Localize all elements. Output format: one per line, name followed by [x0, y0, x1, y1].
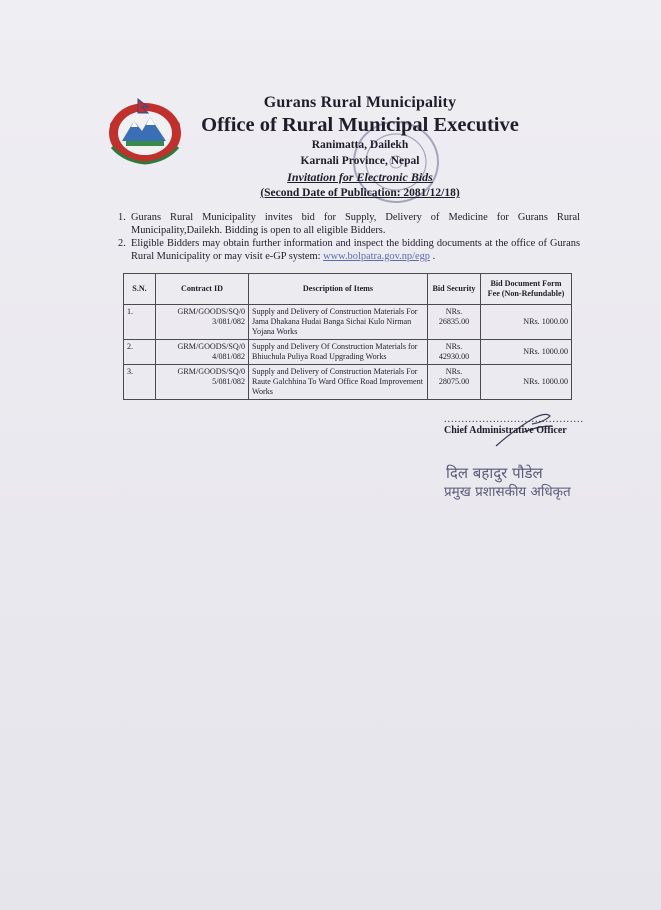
col-description-header: Description of Items [249, 274, 428, 305]
contract-id-part-1: GRM/GOODS/SQ/0 [177, 367, 245, 376]
table-header-row [124, 274, 572, 305]
cell-contract-id [156, 305, 249, 340]
col-fee-header: Bid Document Form Fee (Non-Refundable) [481, 274, 572, 305]
security-amount: 26835.00 [438, 317, 470, 326]
table-row [124, 340, 572, 365]
table-row [124, 305, 572, 340]
paragraph-number: 2. [118, 238, 126, 250]
office-name: Office of Rural Municipal Executive [201, 114, 519, 136]
paragraph-2 [118, 238, 580, 263]
cell-description: Supply and Delivery of Construction Materials For Jama Dhakana Hudai Banga Sichai Kulo Nirman Yojana Works [249, 305, 428, 340]
notice-body [118, 212, 580, 264]
paragraph-1 [118, 212, 580, 237]
paragraph-text-end: . [430, 250, 436, 262]
signatory-role-stamp: प्रमुख प्रशासकीय अधिकृत [444, 484, 571, 500]
security-currency: NRs. [445, 367, 463, 376]
col-sn-header: S.N. [124, 274, 156, 305]
egp-link[interactable]: www.bolpatra.gov.np/egp [323, 250, 430, 262]
cell-fee: NRs. 1000.00 [481, 365, 572, 400]
cell-bid-security [428, 365, 481, 400]
cell-bid-security [428, 305, 481, 340]
table-row [124, 365, 572, 400]
signatory-name-stamp: दिल बहादुर पौडेल [446, 464, 543, 482]
cell-sn: 3. [124, 365, 156, 400]
cell-fee: NRs. 1000.00 [481, 305, 572, 340]
cell-contract-id [156, 340, 249, 365]
security-currency: NRs. [445, 307, 463, 316]
contract-id-part-1: GRM/GOODS/SQ/0 [177, 342, 245, 351]
cell-bid-security [428, 340, 481, 365]
signature-line: ........................................ [444, 414, 584, 425]
cell-sn: 2. [124, 340, 156, 365]
letterhead [150, 92, 570, 201]
paragraph-text: Gurans Rural Municipality invites bid for Supply, Delivery of Medicine for Gurans Rural Municipality,Dailekh. Bidding is open to all eligible Bidders. [131, 212, 580, 236]
cell-description: Supply and Delivery Of Construction Materials for Bhiuchula Puliya Road Upgrading Works [249, 340, 428, 365]
paragraph-number: 1. [118, 212, 126, 223]
signature-block [444, 414, 584, 436]
paragraph-text-main: Eligible Bidders may obtain further information and inspect the bidding documents at the office of Gurans Rural Municipality or may visit e-GP system: [131, 238, 580, 262]
contract-id-part-2: 3/081/082 [212, 317, 245, 326]
contract-id-part-2: 5/081/082 [212, 377, 245, 386]
col-bid-security-header: Bid Security [428, 274, 481, 305]
publication-date: (Second Date of Publication: 2081/12/18) [260, 187, 460, 199]
municipality-name: Gurans Rural Municipality [263, 94, 457, 111]
address-line-2: Karnali Province, Nepal [300, 155, 420, 167]
cell-contract-id [156, 365, 249, 400]
security-amount: 42930.00 [438, 352, 470, 361]
contract-id-part-1: GRM/GOODS/SQ/0 [177, 307, 245, 316]
contract-id-part-2: 4/081/082 [212, 352, 245, 361]
cell-sn: 1. [124, 305, 156, 340]
security-currency: NRs. [445, 342, 463, 351]
cell-fee: NRs. 1000.00 [481, 340, 572, 365]
signatory-title: Chief Administrative Officer [444, 425, 567, 436]
notice-title: Invitation for Electronic Bids [287, 170, 433, 184]
paragraph-text [131, 238, 580, 263]
bid-table [123, 273, 572, 400]
security-amount: 28075.00 [438, 377, 470, 386]
address-line-1: Ranimatta, Dailekh [311, 139, 409, 151]
col-contract-id-header: Contract ID [156, 274, 249, 305]
cell-description: Supply and Delivery of Construction Materials For Raute Galchhina To Ward Office Road Improvement Works [249, 365, 428, 400]
